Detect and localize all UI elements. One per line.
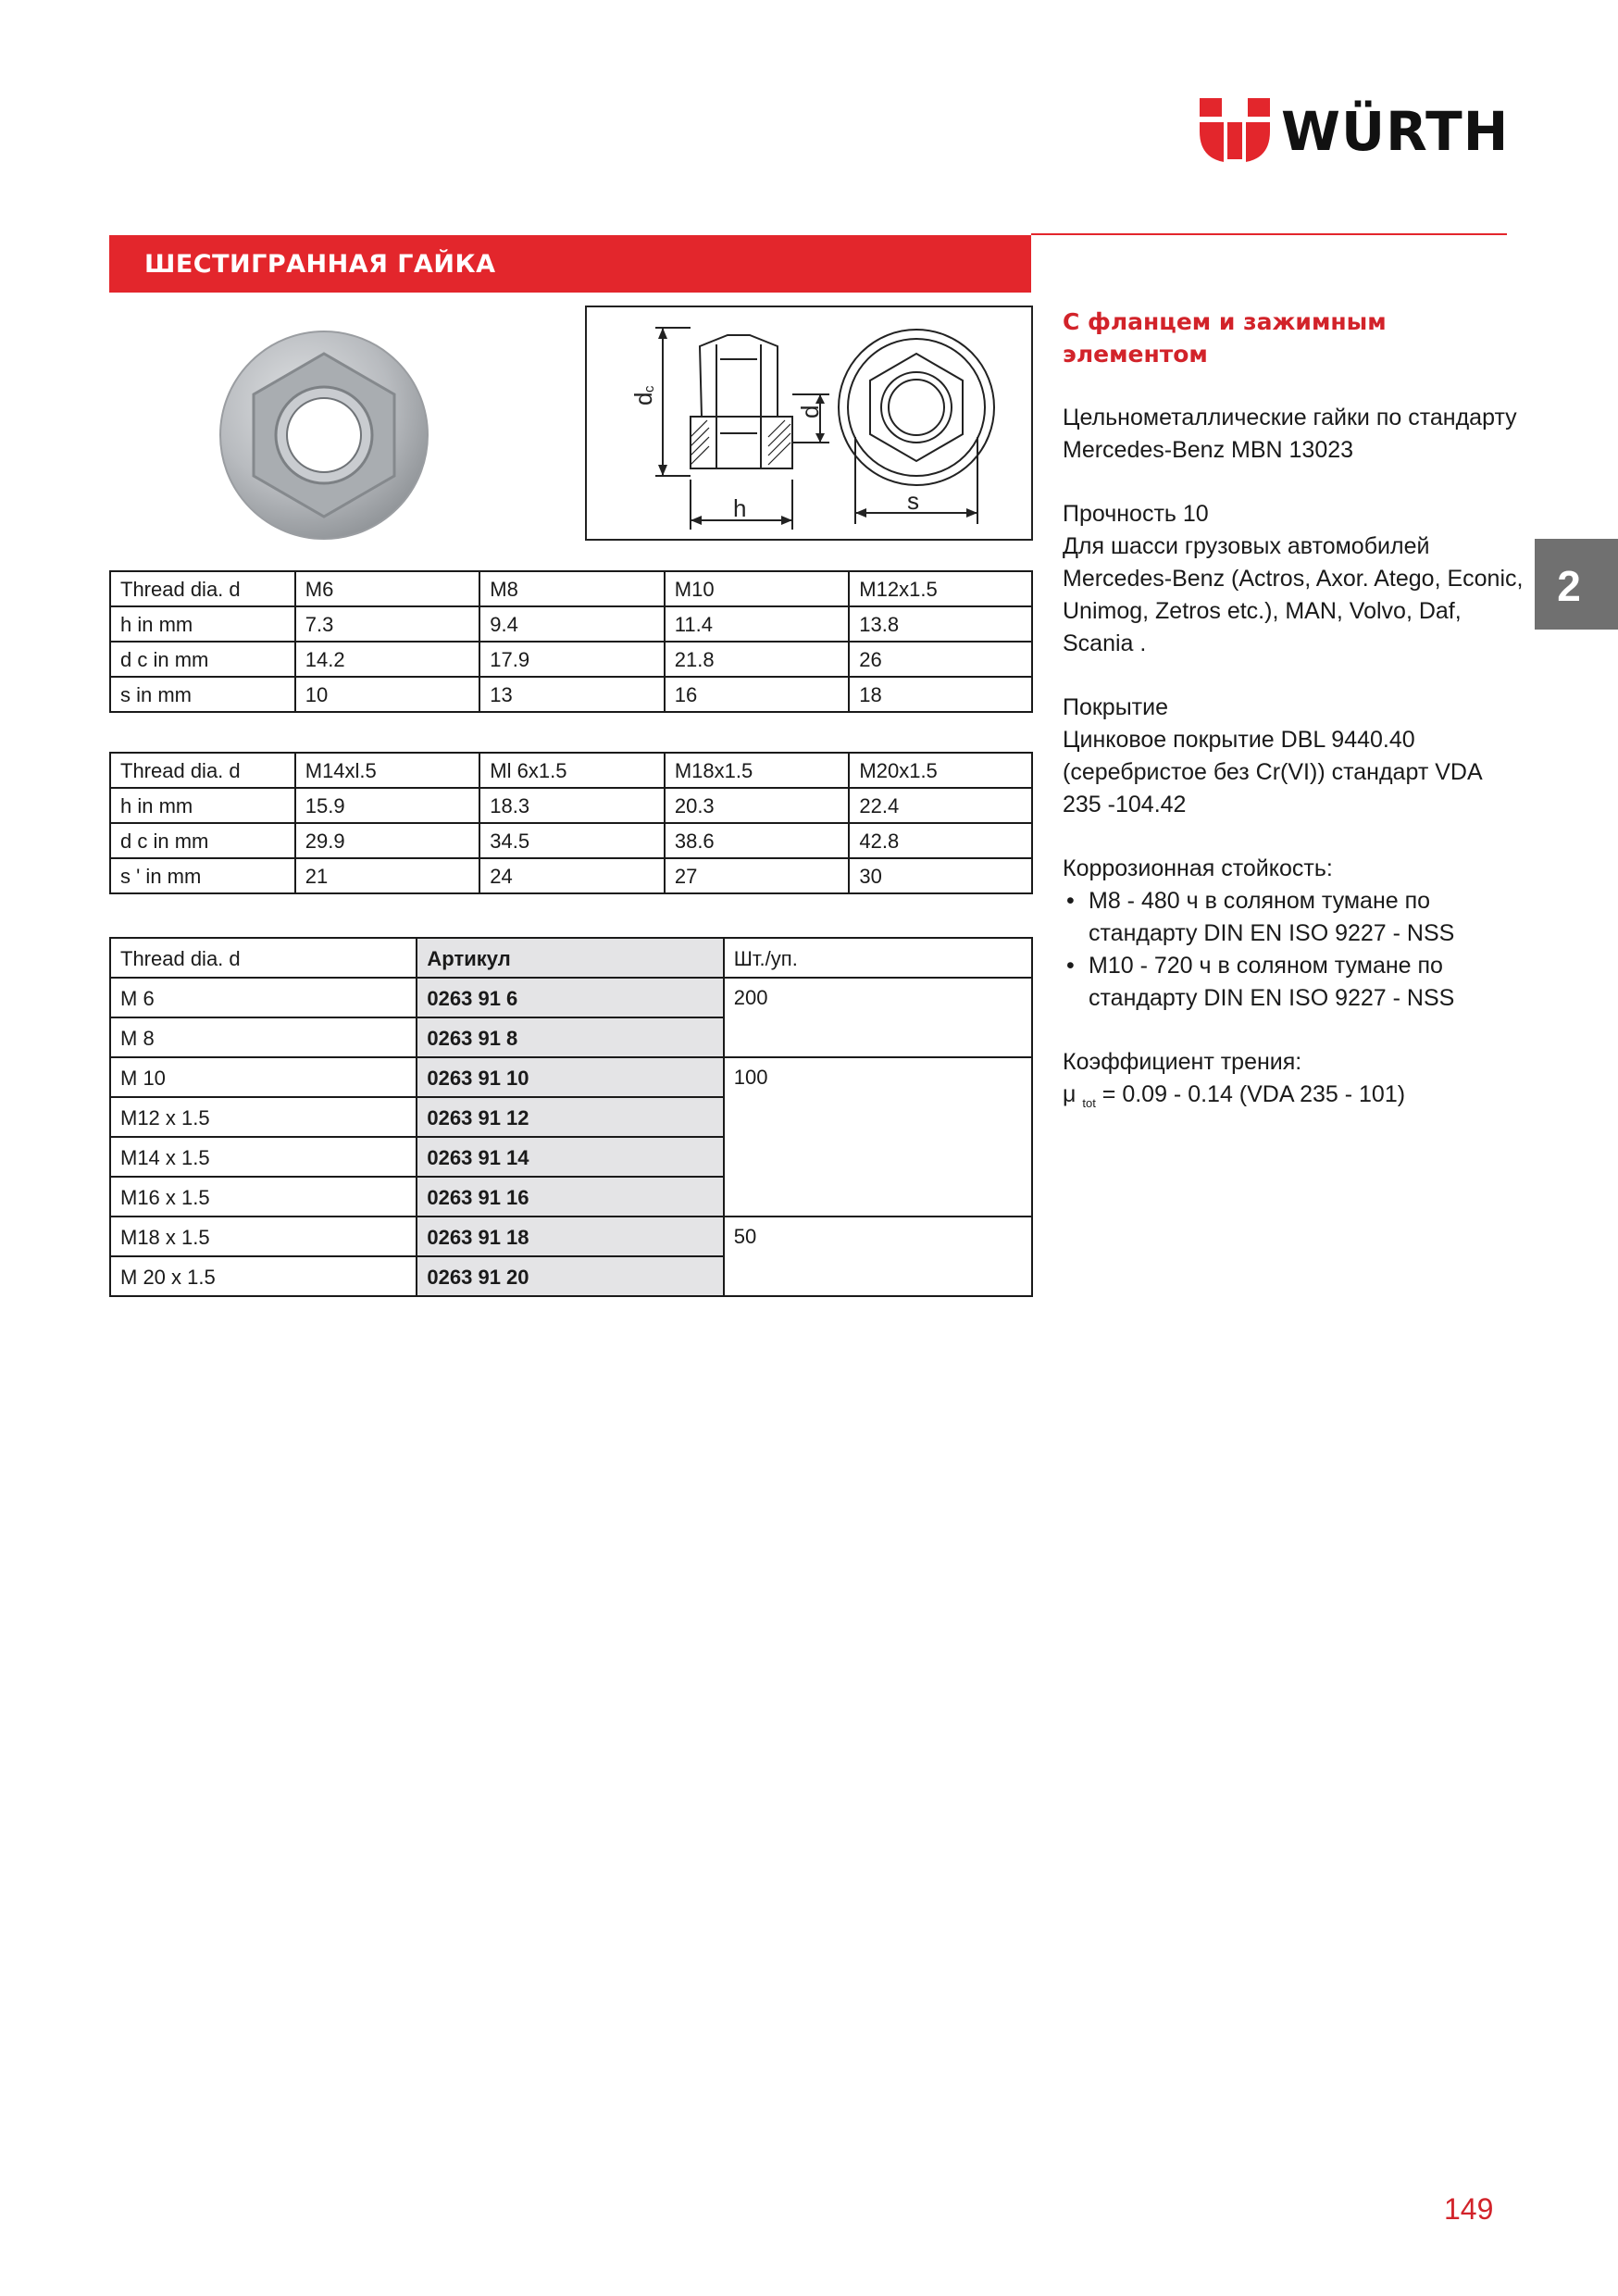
page-number: 149	[1444, 2192, 1494, 2226]
table-row	[110, 642, 1032, 677]
title-rule	[1031, 233, 1507, 235]
table-row	[110, 1217, 1032, 1256]
value-cell: 24	[479, 858, 665, 893]
coating-text: Цинковое покрытие DBL 9440.40 (серебристое без Cr(VI)) стандарт VDA 235 -104.42	[1063, 727, 1482, 817]
header-thread: Thread dia. d	[110, 938, 417, 978]
qty-cell: 100	[724, 1057, 1032, 1217]
row-label-cell: d c in mm	[110, 642, 295, 677]
article-cell: 0263 91 18	[417, 1217, 723, 1256]
thread-cell: M 6	[110, 978, 417, 1017]
value-cell: 34.5	[479, 823, 665, 858]
table-row	[110, 788, 1032, 823]
value-cell: Ml 6x1.5	[479, 753, 665, 788]
value-cell: M6	[295, 571, 480, 606]
value-cell: 13	[479, 677, 665, 712]
table-row	[110, 858, 1032, 893]
title-band	[109, 235, 1031, 293]
article-cell: 0263 91 20	[417, 1256, 723, 1296]
header-article: Артикул	[417, 938, 723, 978]
row-label-cell: h in mm	[110, 606, 295, 642]
thread-cell: M 20 x 1.5	[110, 1256, 417, 1296]
table-row	[110, 753, 1032, 788]
qty-cell: 200	[724, 978, 1032, 1057]
value-cell: 11.4	[665, 606, 850, 642]
row-label-cell: s in mm	[110, 677, 295, 712]
thread-cell: M16 x 1.5	[110, 1177, 417, 1217]
article-cell: 0263 91 14	[417, 1137, 723, 1177]
value-cell: M10	[665, 571, 850, 606]
strength-section	[1063, 498, 1525, 660]
page-title: ШЕСТИГРАННАЯ ГАЙКА	[144, 250, 496, 279]
row-label-cell: h in mm	[110, 788, 295, 823]
thread-cell: M14 x 1.5	[110, 1137, 417, 1177]
header-qty: Шт./уп.	[724, 938, 1032, 978]
table-row	[110, 1057, 1032, 1097]
thread-cell: M 8	[110, 1017, 417, 1057]
value-cell: 30	[849, 858, 1032, 893]
qty-cell: 50	[724, 1217, 1032, 1296]
product-subtitle: С фланцем и зажимным элементом	[1063, 308, 1387, 368]
article-cell: 0263 91 12	[417, 1097, 723, 1137]
table-row	[110, 606, 1032, 642]
strength-text: Для шасси грузовых автомобилей Mercedes-Benz (Actros, Axor. Atego, Econic, Unimog, Zetros etc.), MAN, Volvo, Daf, Scania .	[1063, 533, 1524, 656]
value-cell: 22.4	[849, 788, 1032, 823]
friction-value: = 0.09 - 0.14 (VDA 235 - 101)	[1101, 1081, 1406, 1107]
technical-drawing	[585, 306, 1033, 541]
value-cell: 18	[849, 677, 1032, 712]
friction-title: Коэффициент трения:	[1063, 1049, 1302, 1075]
value-cell: 14.2	[295, 642, 480, 677]
value-cell: 17.9	[479, 642, 665, 677]
dim-label-h: h	[733, 494, 747, 522]
row-label-cell: d c in mm	[110, 823, 295, 858]
description-standard: Цельнометаллические гайки по стандарту Mercedes-Benz MBN 13023	[1063, 405, 1517, 463]
table-row	[110, 978, 1032, 1017]
table-row	[110, 571, 1032, 606]
mu-subscript: tot	[1082, 1096, 1096, 1110]
article-cell: 0263 91 16	[417, 1177, 723, 1217]
thread-cell: M18 x 1.5	[110, 1217, 417, 1256]
corrosion-section	[1063, 853, 1525, 1015]
table-row	[110, 677, 1032, 712]
thread-cell: M12 x 1.5	[110, 1097, 417, 1137]
wurth-logo	[1200, 98, 1514, 165]
dim-label-s: s	[907, 487, 919, 515]
friction-section	[1063, 1046, 1525, 1119]
corrosion-title: Коррозионная стойкость:	[1063, 855, 1333, 881]
mu-symbol: μ	[1063, 1081, 1077, 1107]
coating-section	[1063, 692, 1525, 821]
value-cell: 21	[295, 858, 480, 893]
article-table	[109, 937, 1033, 1297]
value-cell: 20.3	[665, 788, 850, 823]
dimensions-table-1	[109, 570, 1033, 713]
value-cell: M14xl.5	[295, 753, 480, 788]
value-cell: 13.8	[849, 606, 1032, 642]
thread-cell: M 10	[110, 1057, 417, 1097]
value-cell: 27	[665, 858, 850, 893]
value-cell: 38.6	[665, 823, 850, 858]
value-cell: 42.8	[849, 823, 1032, 858]
dim-label-dc-sub: c	[641, 385, 657, 393]
dim-label-d: d	[796, 405, 824, 418]
value-cell: 29.9	[295, 823, 480, 858]
value-cell: M12x1.5	[849, 571, 1032, 606]
value-cell: 10	[295, 677, 480, 712]
row-label-cell: Thread dia. d	[110, 753, 295, 788]
strength-title: Прочность 10	[1063, 501, 1209, 527]
dimensions-table-2	[109, 752, 1033, 894]
logo-wordmark: WÜRTH	[1281, 100, 1510, 163]
list-item: • M10 - 720 ч в соляном тумане по стандарту DIN EN ISO 9227 - NSS	[1063, 950, 1525, 1015]
product-description	[1063, 306, 1525, 1151]
value-cell: 9.4	[479, 606, 665, 642]
value-cell: 21.8	[665, 642, 850, 677]
article-cell: 0263 91 10	[417, 1057, 723, 1097]
value-cell: 26	[849, 642, 1032, 677]
article-cell: 0263 91 6	[417, 978, 723, 1017]
row-label-cell: s ' in mm	[110, 858, 295, 893]
coating-title: Покрытие	[1063, 694, 1169, 720]
row-label-cell: Thread dia. d	[110, 571, 295, 606]
chapter-number: 2	[1557, 562, 1581, 610]
article-cell: 0263 91 8	[417, 1017, 723, 1057]
value-cell: M18x1.5	[665, 753, 850, 788]
chapter-tab	[1535, 539, 1618, 630]
corrosion-list	[1063, 885, 1525, 1015]
value-cell: M20x1.5	[849, 753, 1032, 788]
table-row	[110, 823, 1032, 858]
list-item: • M8 - 480 ч в соляном тумане по стандарту DIN EN ISO 9227 - NSS	[1063, 885, 1525, 950]
table-header-row	[110, 938, 1032, 978]
value-cell: 7.3	[295, 606, 480, 642]
value-cell: 18.3	[479, 788, 665, 823]
wurth-logo-mark-icon	[1200, 98, 1270, 165]
dim-label-dc: d	[629, 392, 657, 406]
value-cell: M8	[479, 571, 665, 606]
value-cell: 16	[665, 677, 850, 712]
value-cell: 15.9	[295, 788, 480, 823]
flange-nut-photo	[213, 324, 435, 546]
dimension-drawing	[587, 307, 1031, 539]
